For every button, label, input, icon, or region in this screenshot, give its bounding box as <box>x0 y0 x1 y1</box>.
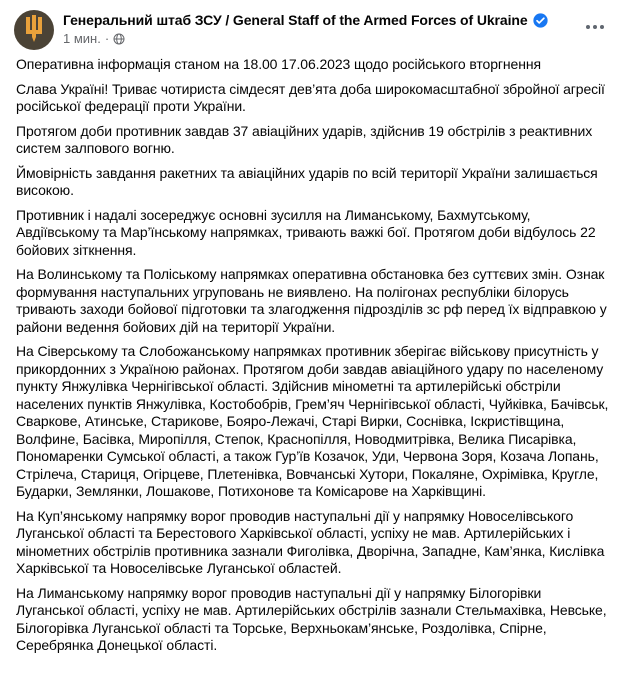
timestamp[interactable]: 1 мин. <box>63 31 101 46</box>
post-paragraph: На Куп’янському напрямку ворог проводив наступальні дії у напрямку Новоселівського Луганської області та Берестового Харківської області, успіху не мав. Артилерійських і мінометних обстрілів противника зазнали Фиголівка, Дворічна, Западне, Кам’янка, Кислівка Харківської та Новоселівське Луганської областей. <box>16 507 605 576</box>
post-paragraph: На Волинському та Поліському напрямках оперативна обстановка без суттєвих змін. Ознак формування наступальних угруповань не виявлено. На полігонах республіки білорусь тривають заходи бойової підготовки та злагодження підрозділів зс рф перед їх відправкою у райони ведення бойових дій на території України. <box>16 266 607 335</box>
ellipsis-icon <box>585 24 605 30</box>
header-text <box>63 10 548 46</box>
page-name[interactable]: Генеральний штаб ЗСУ / General Staff of the Armed Forces of Ukraine <box>63 12 528 28</box>
avatar[interactable] <box>14 10 54 50</box>
post-paragraph: На Сіверському та Слобожанському напрямках противник зберігає військову присутність у прикордонних з Україною районах. Протягом доби завдав авіаційного удару по населеному пункту Янжулівка Чернігівської області. Здійснив мінометні та артилерійські обстріли населених пунктів Янжулівка, Костобобрів, Грем’яч Чернігівської області, Чуйківка, Бачівськ, Сваркове, Атинське, Старикове, Бояро-Лежачі, Старі Вирки, Соснівка, Іскристівщина, Волфине, Басівка, Миропілля, Степок, Краснопілля, Новодмитрівка, Велика Писарівка, Пономаренки Сумської області, а також Гур’їв Козачок, Уди, Червона Зоря, Козача Лопань, Стрілеча, Стариця, Огірцеве, Плетенівка, Вовчанські Хутори, Покаляне, Охрімівка, Кругле, Бударки, Землянки, Лошакове, Потихонове та Комісарове на Харківщині. <box>16 343 609 499</box>
meta-separator: · <box>104 31 110 46</box>
post-content <box>0 54 625 655</box>
post-paragraph: На Лиманському напрямку ворог проводив наступальні дії у напрямку Білогорівки Луганської області, успіху не мав. Артилерійських обстрілів зазнали Стельмахівка, Невське, Білогорівка Луганської області та Торське, Верхньокам’янське, Роздолівка, Спірне, Серебрянка Донецької області. <box>16 584 607 653</box>
post-paragraph: Оперативна інформація станом на 18.00 17.06.2023 щодо російського вторгнення <box>16 56 541 72</box>
verified-badge-icon <box>533 13 548 28</box>
ukrainian-trident-icon <box>22 15 46 45</box>
post-meta <box>63 31 548 46</box>
more-options-button[interactable] <box>579 18 611 36</box>
globe-icon <box>113 33 125 45</box>
post-paragraph: Противник і надалі зосереджує основні зусилля на Лиманському, Бахмутському, Авдіївському та Мар’їнському напрямках, тривають важкі бої. Протягом доби відбулось 22 бойових зіткнення. <box>16 206 596 258</box>
post-paragraph: Ймовірність завдання ракетних та авіаційних ударів по всій території України залишається високою. <box>16 164 598 198</box>
post-header <box>0 0 625 54</box>
name-row <box>63 12 548 28</box>
post-paragraph: Протягом доби противник завдав 37 авіаційних ударів, здійснив 19 обстрілів з реактивних систем залпового вогню. <box>16 122 593 156</box>
post-paragraph: Слава Україні! Триває чотириста сімдесят дев’ята доба широкомасштабної збройної агресії російської федерації проти України. <box>16 80 605 114</box>
